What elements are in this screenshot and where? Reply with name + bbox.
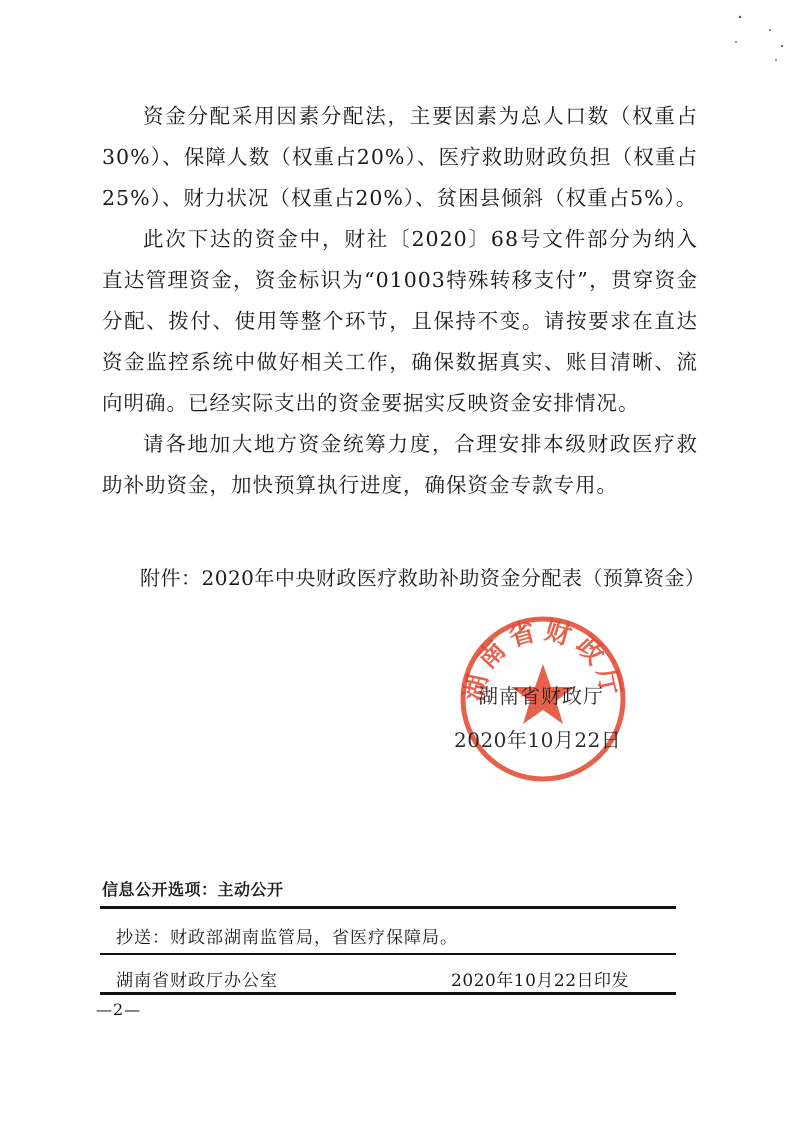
svg-text:湖南省财政厅: 湖南省财政厅 <box>459 615 627 704</box>
signing-date: 2020年10月22日 <box>454 728 622 752</box>
issuing-office: 湖南省财政厅办公室 <box>116 971 278 991</box>
cc-recipients: 抄送：财政部湖南监管局，省医疗保障局。 <box>116 928 458 948</box>
signing-organization: 湖南省财政厅 <box>478 684 604 708</box>
paragraph-allocation-method: 资金分配采用因素分配法，主要因素为总人口数（权重占30%）、保障人数（权重占20%）、医疗救助财政负担（权重占25%）、财力状况（权重占20%）、贫困县倾斜（权重占5%）。 <box>102 104 698 210</box>
footer-bottom-rule <box>100 992 676 995</box>
footer-middle-rule <box>100 953 676 955</box>
page-number: —2— <box>96 1000 142 1019</box>
scan-specks-icon <box>724 10 794 70</box>
print-date: 2020年10月22日印发 <box>451 971 630 991</box>
disclosure-option: 信息公开选项：主动公开 <box>102 880 284 899</box>
footer-top-rule <box>100 906 676 909</box>
paragraph-direct-funds: 此次下达的资金中，财社〔2020〕68号文件部分为纳入直达管理资金，资金标识为“01003特殊转移支付”，贯穿资金分配、拨付、使用等整个环节，且保持不变。请按要求在直达资金监控系统中做好相关工作，确保数据真实、账目清晰、流向明确。已经实际支出的资金要据实反映资金安排情况。 <box>102 227 698 415</box>
paragraph-local-funds: 请各地加大地方资金统筹力度，合理安排本级财政医疗救助补助资金，加快预算执行进度，确保资金专款专用。 <box>102 432 698 497</box>
attachment-line: 附件：2020年中央财政医疗救助补助资金分配表（预算资金） <box>140 566 706 590</box>
body-text <box>102 96 698 506</box>
